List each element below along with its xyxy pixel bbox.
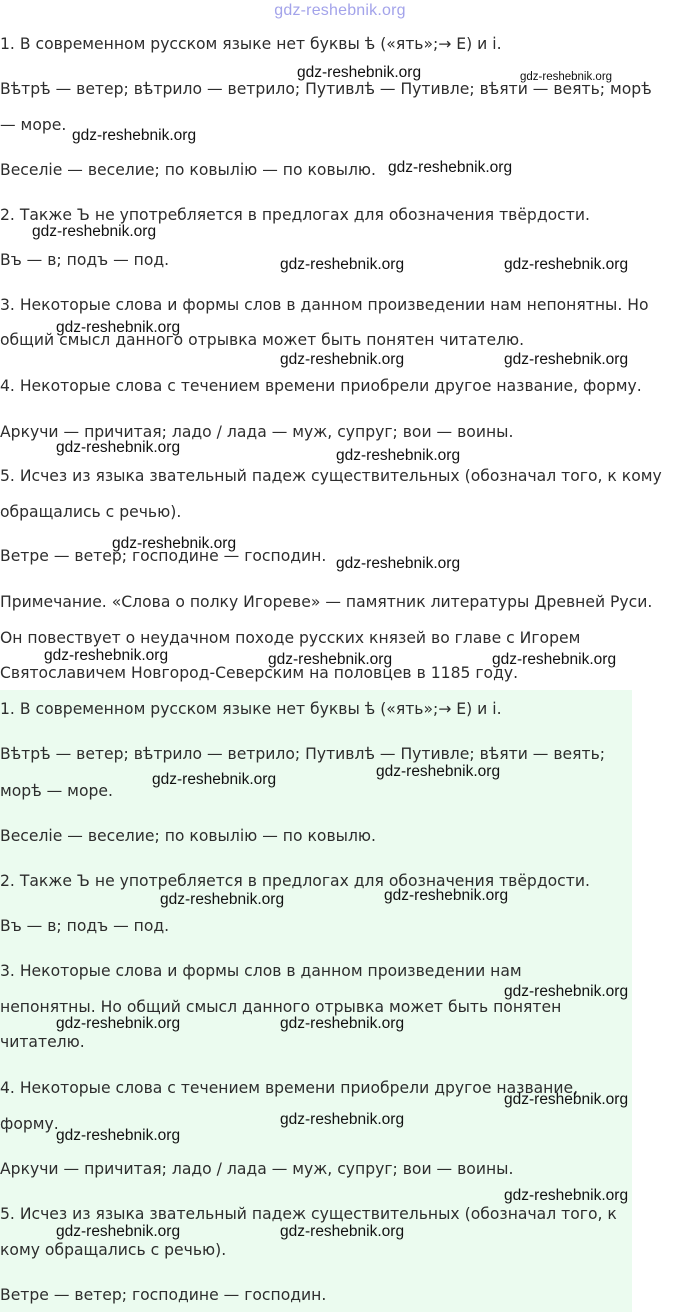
watermark: gdz-reshebnik.org (44, 647, 169, 664)
text-line: кому обращались с речью). (0, 1241, 227, 1259)
watermark: gdz-reshebnik.org (280, 256, 405, 273)
text-line: 5. Исчез из языка звательный падеж существительных (обозначал того, к кому (0, 467, 662, 485)
watermark: gdz-reshebnik.org (504, 256, 629, 273)
watermark: gdz-reshebnik.org (160, 891, 285, 908)
text-line: Вѣтрѣ — ветер; вѣтрило — ветрило; Путивлѣ — Путивле; вѣяти — веять; (0, 745, 606, 763)
text-line: Веселіе — веселие; по ковылію — по ковылю. (0, 827, 377, 845)
text-line: 5. Исчез из языка звательный падеж существительных (обозначал того, к (0, 1205, 617, 1223)
text-line: Вѣтрѣ — ветер; вѣтрило — ветрило; Путивлѣ — Путивле; вѣяти — веять; морѣ (0, 80, 652, 98)
text-line: 1. В современном русском языке нет буквы ѣ («ять»;→ Е) и і. (0, 35, 502, 53)
watermark: gdz-reshebnik.org (297, 64, 422, 81)
watermark: gdz-reshebnik.org (268, 651, 393, 668)
text-line: 1. В современном русском языке нет буквы ѣ («ять»;→ Е) и і. (0, 700, 502, 718)
watermark: gdz-reshebnik.org (280, 1111, 405, 1128)
watermark: gdz-reshebnik.org (504, 351, 629, 368)
text-line: 3. Некоторые слова и формы слов в данном произведении нам непонятны. Но (0, 296, 649, 314)
watermark: gdz-reshebnik.org (56, 1127, 181, 1144)
text-line: — море. (0, 116, 67, 134)
text-line: форму. (0, 1115, 59, 1133)
text-line: общий смысл данного отрывка может быть понятен читателю. (0, 331, 525, 349)
text-line: 2. Также Ъ не употребляется в предлогах для обозначения твёрдости. (0, 872, 590, 890)
watermark: gdz-reshebnik.org (336, 447, 461, 464)
watermark: gdz-reshebnik.org (520, 71, 613, 83)
watermark: gdz-reshebnik.org (72, 127, 197, 144)
watermark: gdz-reshebnik.org (56, 1223, 181, 1240)
text-line: 2. Также Ъ не употребляется в предлогах для обозначения твёрдости. (0, 206, 590, 224)
watermark: gdz-reshebnik.org (504, 1187, 629, 1204)
text-line: Примечание. «Слова о полку Игореве» — памятник литературы Древней Руси. (0, 593, 653, 611)
text-line: Въ — в; подъ — под. (0, 251, 170, 269)
watermark: gdz-reshebnik.org (56, 319, 181, 336)
watermark: gdz-reshebnik.org (492, 651, 617, 668)
text-line: Ветре — ветер; господине — господин. (0, 1286, 327, 1304)
watermark: gdz-reshebnik.org (280, 1015, 405, 1032)
text-line: Аркучи — причитая; ладо / лада — муж, супруг; вои — воины. (0, 1160, 514, 1178)
text-line: морѣ — море. (0, 782, 113, 800)
text-line: Аркучи — причитая; ладо / лада — муж, супруг; вои — воины. (0, 423, 514, 441)
watermark: gdz-reshebnik.org (388, 159, 513, 176)
text-line: Он повествует о неудачном походе русских князей во главе с Игорем (0, 629, 581, 647)
text-line: Въ — в; подъ — под. (0, 917, 170, 935)
text-line: 4. Некоторые слова с течением времени приобрели другое название, форму. (0, 377, 642, 395)
text-line: Святославичем Новгород-Северским на половцев в 1185 году. (0, 664, 519, 682)
watermark: gdz-reshebnik.org (112, 535, 237, 552)
watermark: gdz-reshebnik.org (336, 555, 461, 572)
watermark: gdz-reshebnik.org (384, 887, 509, 904)
watermark: gdz-reshebnik.org (56, 1015, 181, 1032)
watermark: gdz-reshebnik.org (504, 1091, 629, 1108)
watermark: gdz-reshebnik.org (504, 983, 629, 1000)
text-line: 3. Некоторые слова и формы слов в данном произведении нам (0, 962, 522, 980)
text-line: непонятны. Но общий смысл данного отрывка может быть понятен (0, 998, 562, 1016)
text-line: Ветре — ветер; господине — господин. (0, 547, 327, 565)
watermark: gdz-reshebnik.org (280, 351, 405, 368)
watermark: gdz-reshebnik.org (280, 1223, 405, 1240)
watermark: gdz-reshebnik.org (152, 771, 277, 788)
watermark: gdz-reshebnik.org (56, 439, 181, 456)
site-header-watermark: gdz-reshebnik.org (274, 2, 406, 19)
text-line: читателю. (0, 1033, 85, 1051)
text-line: Веселіе — веселие; по ковылію — по ковылю. (0, 161, 377, 179)
watermark: gdz-reshebnik.org (376, 763, 501, 780)
text-line: обращались с речью). (0, 503, 182, 521)
text-line: 4. Некоторые слова с течением времени приобрели другое название, (0, 1079, 579, 1097)
watermark: gdz-reshebnik.org (32, 223, 157, 240)
